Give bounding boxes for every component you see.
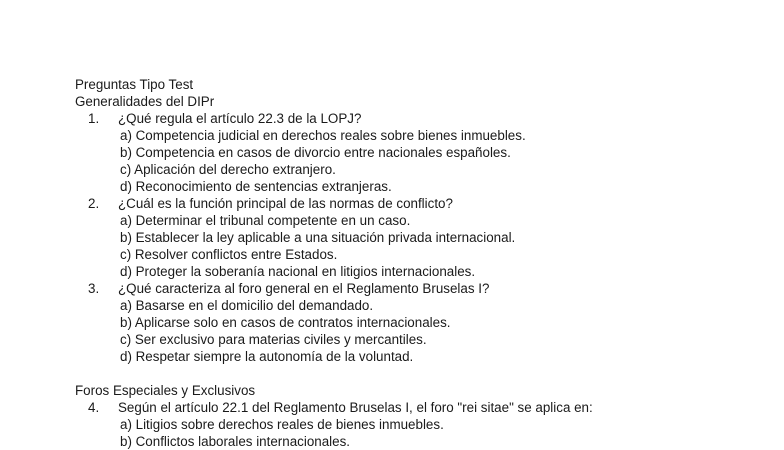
question-number: 2. (88, 196, 100, 211)
answer-option: a) Determinar el tribunal competente en un caso. (120, 213, 411, 228)
question-text: ¿Qué caracteriza al foro general en el Reglamento Bruselas I? (118, 281, 490, 296)
question-number: 1. (88, 111, 100, 126)
question-item (75, 399, 765, 416)
answer-option: b) Conflictos laborales internacionales. (120, 434, 350, 449)
question-text: ¿Cuál es la función principal de las normas de conflicto? (118, 196, 453, 211)
answer-option: a) Litigios sobre derechos reales de bienes inmuebles. (120, 417, 444, 432)
question-number: 4. (88, 400, 100, 415)
document-body (75, 76, 765, 450)
question-number: 3. (88, 281, 100, 296)
answer-option: b) Establecer la ley aplicable a una situación privada internacional. (120, 230, 516, 245)
answer-option: c) Ser exclusivo para materias civiles y mercantiles. (120, 332, 427, 347)
answer-option: a) Competencia judicial en derechos reales sobre bienes inmuebles. (120, 128, 526, 143)
question-item (75, 195, 765, 212)
question-text: Según el artículo 22.1 del Reglamento Bruselas I, el foro "rei sitae" se aplica en: (118, 400, 593, 415)
question-text: ¿Qué regula el artículo 22.3 de la LOPJ? (118, 111, 362, 126)
question-item (75, 110, 765, 127)
answer-option: d) Reconocimiento de sentencias extranjeras. (120, 179, 392, 194)
section-heading: Generalidades del DIPr (75, 94, 215, 109)
answer-option: c) Aplicación del derecho extranjero. (120, 162, 336, 177)
answer-option: a) Basarse en el domicilio del demandado. (120, 298, 374, 313)
section-heading: Foros Especiales y Exclusivos (75, 383, 256, 398)
answer-option: b) Aplicarse solo en casos de contratos internacionales. (120, 315, 451, 330)
answer-option: c) Resolver conflictos entre Estados. (120, 247, 338, 262)
answer-option: d) Proteger la soberanía nacional en litigios internacionales. (120, 264, 476, 279)
question-item (75, 280, 765, 297)
answer-option: b) Competencia en casos de divorcio entre nacionales españoles. (120, 145, 511, 160)
answer-option: d) Respetar siempre la autonomía de la voluntad. (120, 349, 414, 364)
blank-line (75, 365, 765, 382)
document-title: Preguntas Tipo Test (75, 77, 194, 92)
